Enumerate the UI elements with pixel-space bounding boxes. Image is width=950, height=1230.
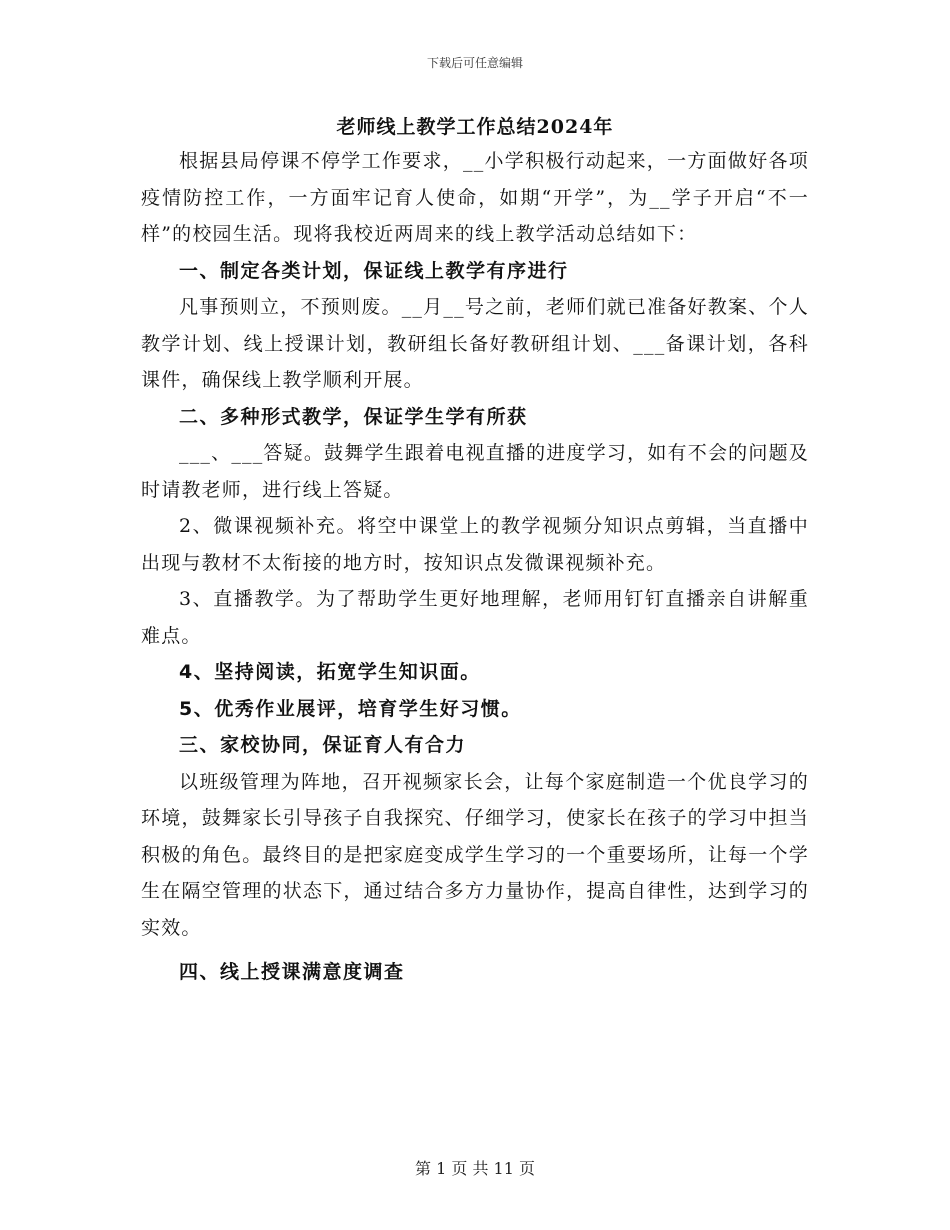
section-heading-1: 一、制定各类计划，保证线上教学有序进行: [179, 259, 569, 282]
section-heading-4: 四、线上授课满意度调查: [179, 961, 405, 983]
intro-paragraph: 根据县局停课不停学工作要求，__小学积极行动起来，一方面做好各项疫情防控工作，一方面牢记育人使命，如期“开学”，为__学子开启“不一样”的校园生活。现将我校近两周来的线上教学活动总结如下：: [141, 150, 809, 245]
page-footer: 第 1 页 共 11 页: [415, 1159, 535, 1178]
section-1-paragraph: 凡事预则立，不预则废。__月__号之前，老师们就已准备好教案、个人教学计划、线上授课计划，教研组长备好教研组计划、___备课计划，各科课件，确保线上教学顺利开展。: [141, 296, 809, 391]
document-body: [141, 143, 809, 991]
section-2-item-3: 3、直播教学。为了帮助学生更好地理解，老师用钉钉直播亲自讲解重难点。: [141, 588, 809, 647]
section-2-item-2: 2、微课视频补充。将空中课堂上的教学视频分知识点剪辑，当直播中出现与教材不太衔接的地方时，按知识点发微课视频补充。: [141, 515, 809, 574]
section-2-item-4: 4、坚持阅读，拓宽学生知识面。: [179, 661, 481, 683]
section-heading-2: 二、多种形式教学，保证学生学有所获: [179, 405, 528, 428]
section-3-paragraph: 以班级管理为阵地，召开视频家长会，让每个家庭制造一个优良学习的环境，鼓舞家长引导孩子自我探究、仔细学习，使家长在孩子的学习中担当积极的角色。最终目的是把家庭变成学生学习的一个重要场所，让每一个学生在隔空管理的状态下，通过结合多方力量协作，提高自律性，达到学习的实效。: [141, 770, 809, 939]
page-header: 下载后可任意编辑: [426, 56, 523, 70]
section-heading-3: 三、家校协同，保证育人有合力: [179, 734, 467, 756]
document-title: 老师线上教学工作总结2024年: [336, 116, 614, 138]
section-2-item-1: ___、___答疑。鼓舞学生跟着电视直播的进度学习，如有不会的问题及时请教老师，进行线上答疑。: [141, 442, 809, 501]
section-2-item-5: 5、优秀作业展评，培育学生好习惯。: [179, 697, 522, 720]
